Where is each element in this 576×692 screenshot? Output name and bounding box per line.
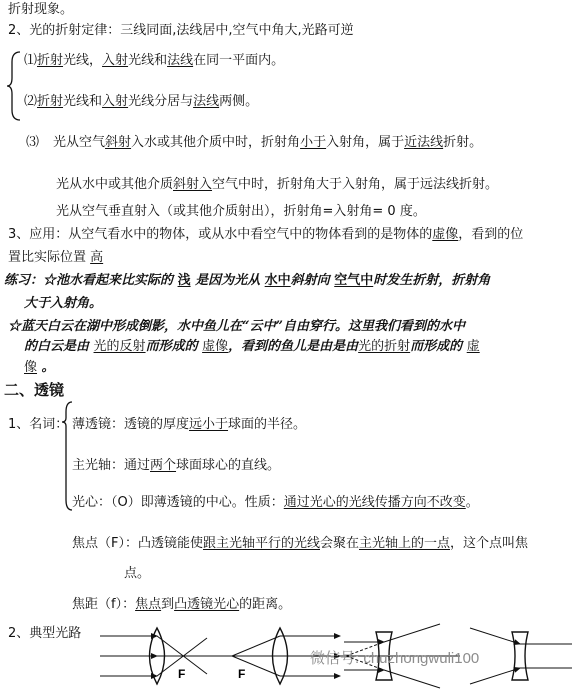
law-item-2: ⑵折射光线和入射光线分居与法线两侧。 (24, 94, 259, 109)
left-brace (6, 50, 24, 122)
concave-lens-diagram-2 (470, 628, 572, 684)
law-item-5: 光从空气垂直射入（或其他介质射出），折射角=入射角= 0 度。 (56, 204, 426, 219)
section-title-lenses: 二、透镜 (4, 381, 65, 399)
exercise-line-1: 练习：☆池水看起来比实际的 浅 是因为光从 水中斜射向 空气中时发生折射，折射角 (4, 273, 491, 288)
term-optical-center: 光心：（O）即薄透镜的中心。性质：通过光心的光线传播方向不改变。 (72, 495, 479, 510)
law-item-1: ⑴折射光线，入射光线和法线在同一平面内。 (24, 53, 285, 68)
term-principal-axis: 主光轴：通过两个球面球心的直线。 (72, 458, 281, 473)
focus-label-1: F (178, 667, 186, 681)
law-item-3: ⑶ 光从空气斜射入水或其他介质中时，折射角小于入射角，属于近法线折射。 (26, 135, 483, 150)
concave-lens-2 (512, 632, 528, 680)
term-focal-length: 焦距（f）：焦点到凸透镜光心的距离。 (72, 597, 292, 612)
exercise-line-2: 大于入射角。 (24, 296, 103, 311)
exercise-line-3: ☆蓝天白云在湖中形成倒影，水中鱼儿在“云中”自由穿行。这里我们看到的水中 (8, 319, 465, 334)
term-focus: 焦点（F）：凸透镜能使跟主光轴平行的光线会聚在主光轴上的一点，这个点叫焦 (72, 536, 529, 551)
law-title: 2、光的折射定律：三线同面,法线居中,空气中角大,光路可逆 (8, 23, 354, 38)
term-focus-cont: 点。 (124, 566, 151, 581)
typical-ray-paths-label: 2、典型光路 (8, 626, 82, 641)
watermark: 微信号: chuzhongwuli100 (310, 650, 480, 667)
application-line-2: 置比实际位置 高 (8, 250, 104, 265)
law-item-4: 光从水中或其他介质斜射入空气中时，折射角大于入射角，属于远法线折射。 (56, 177, 499, 192)
exercise-line-4: 的白云是由 光的反射而形成的 虚像，看到的鱼儿是由是由光的折射而形成的 虚 (24, 339, 480, 354)
exercise-line-5: 像 。 (24, 360, 55, 375)
terms-label: 1、名词： (8, 417, 69, 432)
text-line: 折射现象。 (8, 2, 74, 17)
ray-diagrams (0, 620, 576, 692)
term-thin-lens: 薄透镜：透镜的厚度远小于球面的半径。 (72, 417, 307, 432)
focus-label-2: F (238, 667, 246, 681)
application-line-1: 3、应用：从空气看水中的物体，或从水中看空气中的物体看到的是物体的虚像，看到的位 (8, 227, 524, 242)
